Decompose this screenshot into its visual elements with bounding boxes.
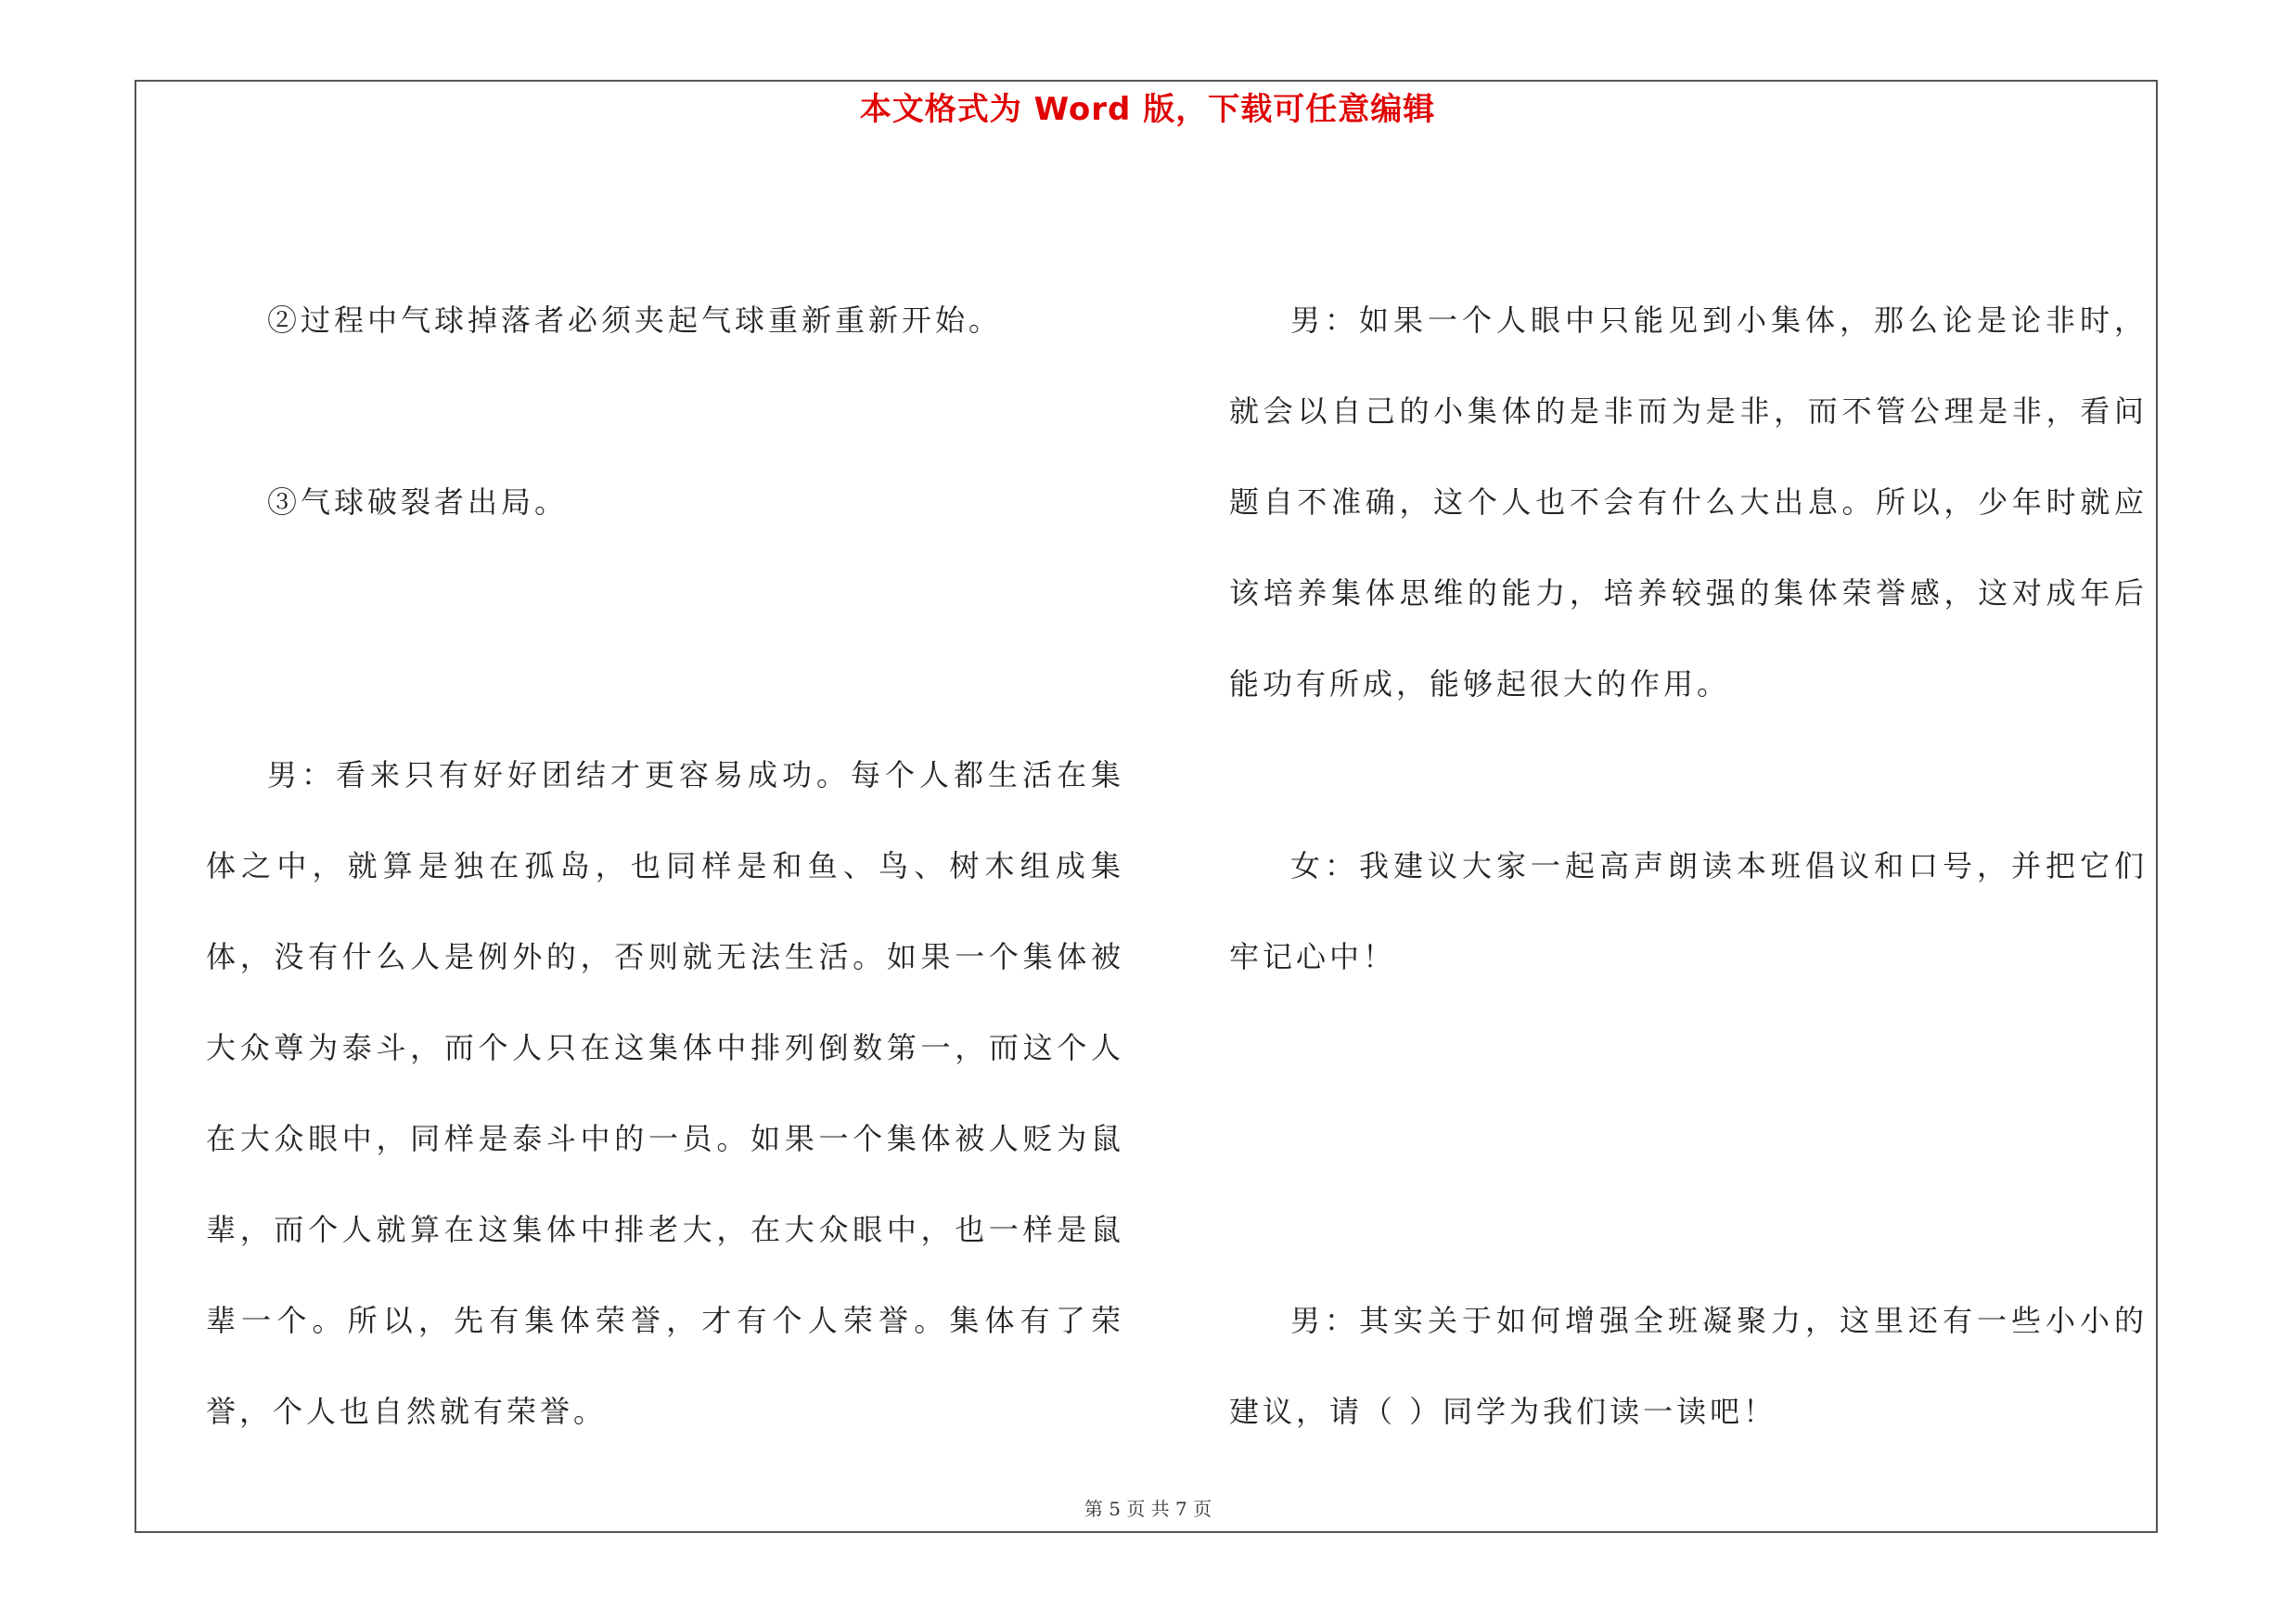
left-paragraph-2: ③气球破裂者出局。 bbox=[267, 484, 569, 520]
right-paragraph-3: 男：其实关于如何增强全班凝聚力，这里还有一些小小的建议，请（ ）同学为我们读一读吧！ bbox=[1229, 1303, 2148, 1429]
right-paragraph-2: 女：我建议大家一起高声朗读本班倡议和口号，并把它们牢记心中！ bbox=[1229, 848, 2148, 974]
left-column bbox=[206, 275, 1124, 1457]
page-number-footer: 第 5 页 共 7 页 bbox=[1084, 1498, 1212, 1520]
left-paragraph-1: ②过程中气球掉落者必须夹起气球重新重新开始。 bbox=[267, 303, 1003, 338]
left-paragraph-3: 男：看来只有好好团结才更容易成功。每个人都生活在集体之中，就算是独在孤岛，也同样是和鱼、鸟、树木组成集体，没有什么人是例外的，否则就无法生活。如果一个集体被大众尊为泰斗，而个人只在这集体中排列倒数第一，而这个人在大众眼中，同样是泰斗中的一员。如果一个集体被人贬为鼠辈，而个人就算在这集体中排老大，在大众眼中，也一样是鼠辈一个。所以，先有集体荣誉，才有个人荣誉。集体有了荣誉，个人也自然就有荣誉。 bbox=[206, 757, 1124, 1429]
format-banner: 本文格式为 Word 版，下载可任意编辑 bbox=[859, 91, 1436, 128]
right-column bbox=[1229, 275, 2148, 1457]
right-paragraph-1: 男：如果一个人眼中只能见到小集体，那么论是论非时，就会以自己的小集体的是非而为是非，而不管公理是非，看问题自不准确，这个人也不会有什么大出息。所以，少年时就应该培养集体思维的能力，培养较强的集体荣誉感，这对成年后能功有所成，能够起很大的作用。 bbox=[1229, 303, 2148, 702]
